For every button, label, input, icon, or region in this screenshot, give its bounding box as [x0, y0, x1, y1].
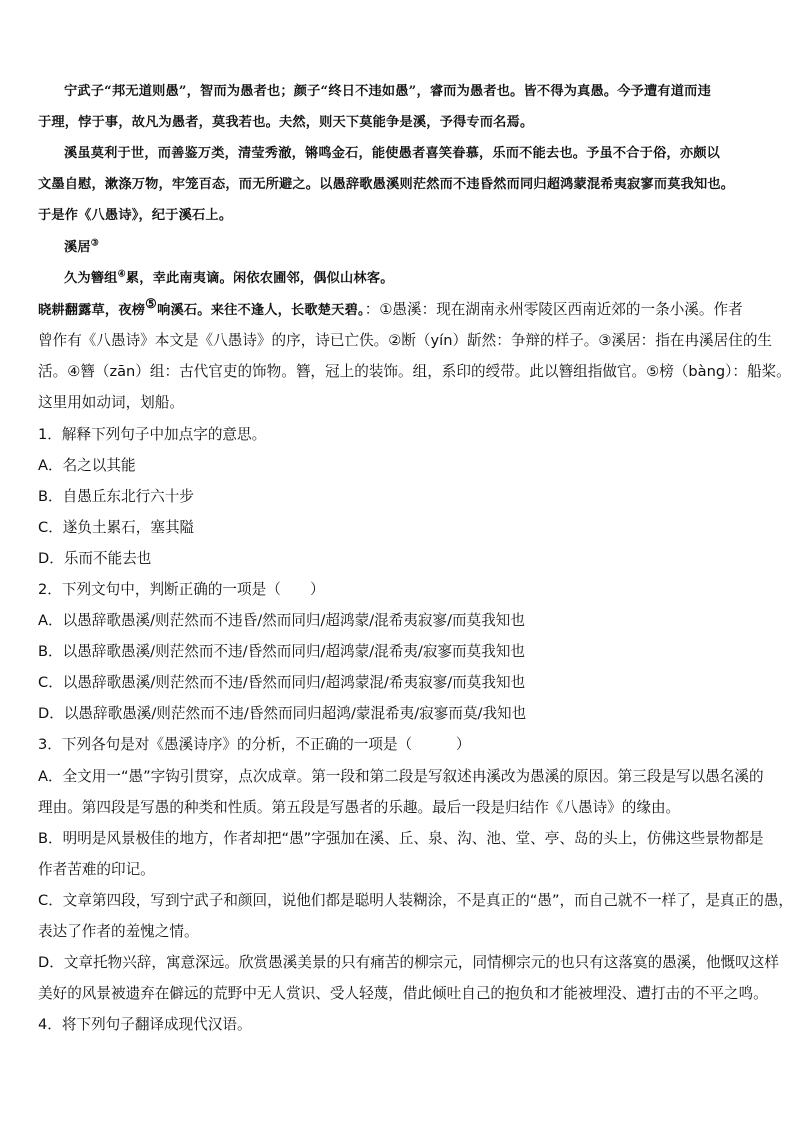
passage-paragraph-2-line-3: 于是作《八愚诗》，纪于溪石上。 — [38, 208, 233, 223]
question-1: 1．解释下列句子中加点字的意思。 — [38, 426, 267, 443]
question-3-option-c-line-1: C．文章第四段，写到宁武子和颜回，说他们都是聪明人装糊涂，不是真正的“愚”，而自己就不一样了，是真正的愚， — [38, 892, 794, 909]
question-3-option-d-line-2: 美好的风景被遗弃在僻远的荒野中无人赏识、受人轻蔑，借此倾吐自己的抱负和才能被埋没、遭打击的不平之鸣。 — [38, 985, 768, 1002]
poem-title: 溪居③ — [64, 238, 100, 255]
question-3-option-a-line-1: A．全文用一“愚”字钩引贯穿，点次成章。第一段和第二段是写叙述冉溪改为愚溪的原因。第三段是写以愚名溪的 — [38, 768, 764, 785]
question-2-option-c: C．以愚辞歌愚溪/则茫然而不违/昏然而同归/超鸿蒙混/希夷寂寥/而莫我知也 — [38, 674, 526, 691]
question-1-option-d: D．乐而不能去也 — [38, 550, 152, 567]
question-3: 3．下列各句是对《愚溪诗序》的分析，不正确的一项是（ ） — [38, 736, 471, 753]
poem-line-2-with-notes: 晓耕翻露草，夜榜⑤响溪石。来往不逢人，长歌楚天碧。：①愚溪：现在湖南永州零陵区西南近郊的一条小溪。作者 — [38, 297, 743, 318]
poem-line-1: 久为簪组④累，幸此南夷谪。闲依农圃邻，偶似山林客。 — [64, 269, 394, 286]
question-3-option-b-line-1: B．明明是风景极佳的地方，作者却把“愚”字强加在溪、丘、泉、沟、池、堂、亭、岛的头上，仿佛这些景物都是 — [38, 830, 764, 847]
notes-line-2: 曾作有《八愚诗》本文是《八愚诗》的序，诗已亡佚。②断（yín）龂然：争辩的样子。③溪居：指在冉溪居住的生 — [38, 332, 773, 349]
question-1-option-b: B．自愚丘东北行六十步 — [38, 488, 194, 505]
question-4: 4．将下列句子翻译成现代汉语。 — [38, 1016, 252, 1033]
passage-paragraph-1-line-2: 于理，悖于事，故凡为愚者，莫我若也。夫然，则天下莫能争是溪，予得专而名焉。 — [38, 115, 534, 130]
passage-paragraph-2-line-1: 溪虽莫利于世，而善鉴万类，清莹秀澈，锵鸣金石，能使愚者喜笑眷慕，乐而不能去也。予虽不合于俗，亦颇以 — [64, 146, 720, 161]
question-3-option-d-line-1: D．文章托物兴辞，寓意深远。欣赏愚溪美景的只有痛苦的柳宗元，同情柳宗元的也只有这落寞的愚溪，他慨叹这样 — [38, 954, 779, 971]
notes-line-3: 活。④簪（zān）组：古代官吏的饰物。簪，冠上的装饰。组，系印的绶带。此以簪组指做官。⑤榜（bàng）：船桨。 — [38, 363, 791, 380]
question-2: 2．下列文句中，判断正确的一项是（ ） — [38, 581, 325, 598]
notes-line-1: ：①愚溪：现在湖南永州零陵区西南近郊的一条小溪。作者 — [364, 301, 743, 318]
question-1-option-a: A．名之以其能 — [38, 457, 136, 474]
question-2-option-b: B．以愚辞歌愚溪/则茫然而不违/昏然而同归/超鸿蒙/混希夷/寂寥而莫我知也 — [38, 643, 526, 660]
question-3-option-b-line-2: 作者苦难的印记。 — [38, 861, 155, 878]
question-2-option-d: D．以愚辞歌愚溪/则茫然而不违/昏然而同归超鸿/蒙混希夷/寂寥而莫/我知也 — [38, 705, 527, 722]
passage-paragraph-1-line-1: 宁武子“邦无道则愚”，智而为愚者也；颜子“终日不违如愚”，睿而为愚者也。皆不得为真愚。今予遭有道而违 — [64, 84, 711, 99]
question-3-option-a-line-2: 理由。第四段是写愚的种类和性质。第五段是写愚者的乐趣。最后一段是归结作《八愚诗》的缘由。 — [38, 799, 681, 816]
notes-line-4: 这里用如动词，划船。 — [38, 394, 184, 411]
question-3-option-c-line-2: 表达了作者的羞愧之情。 — [38, 923, 199, 940]
question-1-option-c: C．遂负土累石，塞其隘 — [38, 519, 195, 536]
question-2-option-a: A．以愚辞歌愚溪/则茫然而不违昏/然而同归/超鸿蒙/混希夷寂寥/而莫我知也 — [38, 612, 525, 629]
passage-paragraph-2-line-2: 文墨自慰，漱涤万物，牢笼百态，而无所避之。以愚辞歌愚溪则茫然而不违昏然而同归超鸿蒙混希夷寂寥而莫我知也。 — [38, 177, 735, 192]
